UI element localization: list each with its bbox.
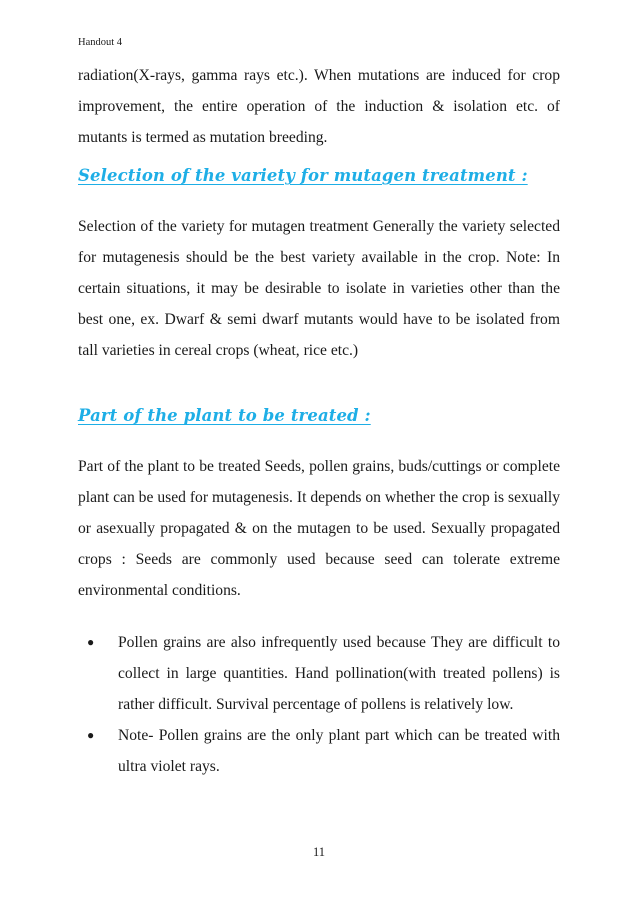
bullet-list	[78, 627, 560, 782]
list-item	[78, 720, 560, 782]
bullet-icon: ●	[87, 728, 95, 742]
plant-part-paragraph: Part of the plant to be treated Seeds, pollen grains, buds/cuttings or complete plant can be used for mutagenesis. It depends on whether the crop is sexually or asexually propagated & on the mutagen to be used. Sexually propagated crops : Seeds are commonly used because seed can tolerate extreme environmental conditions.	[78, 458, 560, 599]
bullet-icon: ●	[87, 635, 95, 649]
list-item	[78, 627, 560, 720]
variety-paragraph: Selection of the variety for mutagen treatment Generally the variety selected for mutagenesis should be the best variety available in the crop. Note: In certain situations, it may be desirable to isolate in varieties other than the best one, ex. Dwarf & semi dwarf mutants would have to be isolated from tall varieties in cereal crops (wheat, rice etc.)	[78, 218, 560, 359]
intro-paragraph: radiation(X-rays, gamma rays etc.). When mutations are induced for crop improvement, the entire operation of the induction & isolation etc. of mutants is termed as mutation breeding.	[78, 67, 560, 146]
list-item-text: Pollen grains are also infrequently used because They are difficult to collect in large quantities. Hand pollination(with treated pollens) is rather difficult. Survival percentage of pollens is relatively low.	[118, 634, 560, 713]
page-number: 11	[312, 845, 326, 859]
section-heading-plant-part: Part of the plant to be treated :	[78, 406, 371, 425]
page-header: Handout 4	[78, 37, 123, 48]
section-heading-variety: Selection of the variety for mutagen treatment :	[78, 166, 528, 185]
list-item-text: Note- Pollen grains are the only plant part which can be treated with ultra violet rays.	[118, 727, 560, 775]
